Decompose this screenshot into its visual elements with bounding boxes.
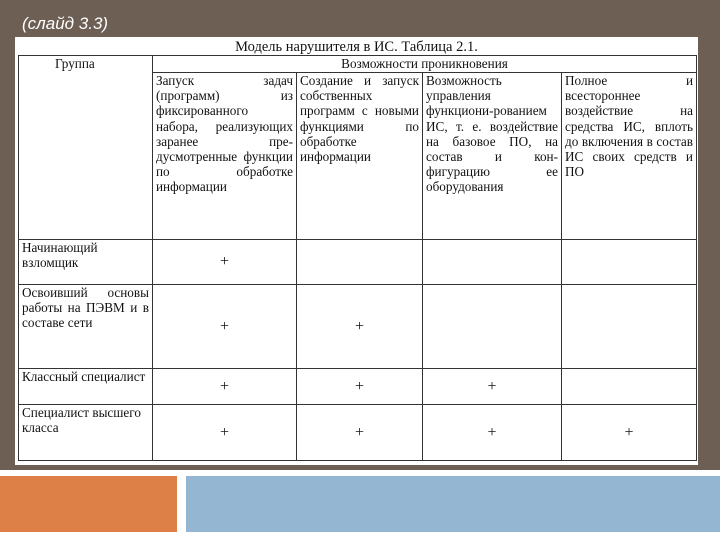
- group-cell: Начинающий взломщик: [19, 240, 153, 285]
- capability-cell: Запуск задач (программ) из фиксированного набора, реализующих заранее пре-дусмотренные функции по обработке информации: [153, 73, 297, 240]
- mark-cell: [423, 285, 562, 369]
- blue-accent-bar: [186, 476, 720, 532]
- capability-cell: Создание и запуск собственных программ с новыми функциями по обработке информации: [297, 73, 423, 240]
- mark-cell: +: [153, 240, 297, 285]
- mark-cell: +: [297, 405, 423, 461]
- table-caption: Модель нарушителя в ИС. Таблица 2.1.: [235, 39, 478, 55]
- group-cell: Классный специалист: [19, 369, 153, 405]
- mark-cell: +: [153, 285, 297, 369]
- slide-label: (слайд 3.3): [22, 14, 109, 33]
- mark-cell: +: [562, 405, 697, 461]
- mark-cell: +: [423, 369, 562, 405]
- table-row: [19, 240, 697, 285]
- mark-cell: [423, 240, 562, 285]
- mark-cell: +: [297, 285, 423, 369]
- mark-cell: +: [297, 369, 423, 405]
- orange-accent-bar: [0, 476, 177, 532]
- document-image: [15, 37, 698, 465]
- mark-cell: [562, 369, 697, 405]
- table-header-row: [19, 56, 697, 73]
- table-row: [19, 285, 697, 369]
- mark-cell: [562, 285, 697, 369]
- capability-cell: Возможность управления функциони-рованием ИС, т. е. воздействие на базовое ПО, на состав и кон-фигурацию ее оборудования: [423, 73, 562, 240]
- mark-cell: +: [153, 405, 297, 461]
- group-cell: Специалист высшего класса: [19, 405, 153, 461]
- group-cell: Освоивший основы работы на ПЭВМ и в составе сети: [19, 285, 153, 369]
- mark-cell: +: [153, 369, 297, 405]
- mark-cell: [562, 240, 697, 285]
- capability-cell: Полное и всестороннее воздействие на средства ИС, вплоть до включения в состав ИС своих средств и ПО: [562, 73, 697, 240]
- intruder-model-table: [18, 55, 697, 461]
- mark-cell: +: [423, 405, 562, 461]
- table-row: [19, 405, 697, 461]
- mark-cell: [297, 240, 423, 285]
- group-header: Группа: [19, 56, 153, 240]
- span-header: Возможности проникновения: [153, 56, 697, 73]
- table-row: [19, 369, 697, 405]
